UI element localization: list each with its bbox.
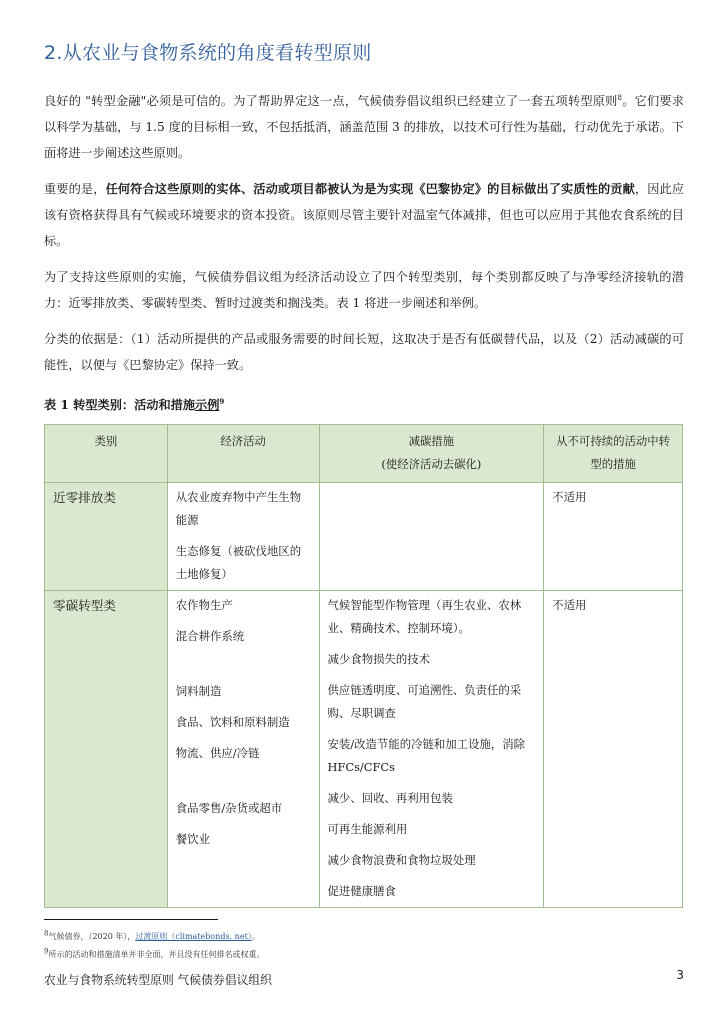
unsustainable-cell: 不适用 [544, 591, 683, 908]
activity-item: 农作物生产 [175, 598, 233, 612]
footnote-8-number: 8 [44, 929, 49, 938]
header-category: 类别 [45, 425, 168, 483]
activity-item: 餐饮业 [175, 832, 210, 846]
table-caption-examples: 示例 [195, 398, 220, 412]
header-measures-title: 减碳措施 [408, 434, 455, 448]
footnote-8-text: 气候债券，（2020 年）， [48, 932, 136, 941]
footnote-divider [44, 919, 218, 920]
footnote-9 [44, 949, 264, 960]
footnote-9-text: 所示的活动和措施清单并非全面，并且没有任何排名或权重。 [48, 950, 265, 959]
section-heading: 2.从农业与食物系统的角度看转型原则 [44, 42, 372, 64]
measure-item: 减少、回收、再利用包装 [327, 791, 453, 805]
activity-item: 物流、供应/冷链 [175, 746, 260, 760]
footnote-ref-9: 9 [219, 396, 225, 406]
measures-cell [319, 483, 544, 591]
measures-cell [319, 591, 544, 908]
category-cell: 零碳转型类 [45, 591, 168, 908]
header-unsustainable: 从不可持续的活动中转型的措施 [544, 425, 683, 483]
header-measures [319, 425, 544, 483]
measure-item: 供应链透明度、可追溯性、负责任的采购、尽职调查 [327, 683, 522, 720]
activities-cell [167, 591, 319, 908]
table-caption [44, 396, 224, 413]
footnote-9-number: 9 [44, 947, 49, 956]
paragraph-categories: 为了支持这些原则的实施，气候债券倡议组为经济活动设立了四个转型类别，每个类别都反映了与净零经济接轨的潜力：近零排放类、零碳转型类、暂时过渡类和搁浅类。表 1 将进一步阐述和举例。 [44, 270, 684, 310]
measure-item: 减少食物浪费和食物垃圾处理 [327, 853, 476, 867]
transition-category-table [44, 424, 683, 908]
paragraph-classification-basis: 分类的依据是：（1）活动所提供的产品或服务需要的时间长短，这取决于是否有低碳替代品，以及（2）活动减碳的可能性，以便与《巴黎协定》保持一致。 [44, 332, 684, 372]
table-caption-prefix: 表 1 转型类别：活动和措施 [44, 398, 196, 412]
p2-text-a: 重要的是， [44, 182, 106, 196]
footer-title: 农业与食物系统转型原则 气候债券倡议组织 [44, 973, 272, 987]
activity-item: 饲料制造 [175, 684, 222, 698]
footnote-8-end: 。 [251, 932, 260, 941]
p2-text-b: ，因此应该有资格获得具有气候或环境要求的资本投资。该原则尽管主要针对温室气体减排，但也可以应用于其他农食系统的目标。 [44, 182, 685, 248]
p2-bold-text: 任何符合这些原则的实体、活动或项目都被认为是为实现《巴黎协定》的目标做出了实质性的贡献 [105, 182, 635, 196]
activity-item: 混合耕作系统 [175, 629, 245, 643]
category-cell: 近零排放类 [45, 483, 168, 591]
footnote-8 [44, 931, 260, 942]
activity-item: 食品、饮料和原料制造 [175, 715, 290, 729]
table-row [45, 591, 683, 908]
measure-item: 安装/改造节能的冷链和加工设施，消除 HFCs/CFCs [327, 737, 526, 774]
table-row [45, 483, 683, 591]
p1-text-a: 良好的 "转型金融"必须是可信的。为了帮助界定这一点，气候债券倡议组织已经建立了一套五项转型原则 [44, 94, 618, 108]
p1-text-b: 。它们要求以科学为基础，与 1.5 度的目标相一致，不包括抵消，涵盖范围 3 的排放，以技术可行性为基础，行动优先于承诺。下面将进一步阐述这些原则。 [44, 94, 684, 160]
header-activity: 经济活动 [167, 425, 319, 483]
footnote-ref-8: 8 [617, 93, 623, 102]
activity-item: 食品零售/杂货或超市 [175, 801, 283, 815]
activity-item: 生态修复（被砍伐地区的土地修复） [175, 544, 302, 581]
measure-item: 可再生能源利用 [327, 822, 408, 836]
activity-item: 从农业废弃物中产生生物能源 [175, 490, 302, 527]
measure-item: 气候智能型作物管理（再生农业、农林业、精确技术、控制环境）。 [327, 598, 522, 635]
table-header-row [45, 425, 683, 483]
unsustainable-cell: 不适用 [544, 483, 683, 591]
measure-item: 减少食物损失的技术 [327, 652, 431, 666]
paragraph-importance [44, 176, 684, 254]
paragraph-principles [44, 88, 684, 166]
header-measures-subtitle: (使经济活动去碳化) [381, 457, 482, 471]
measure-item: 促进健康膳食 [327, 884, 396, 898]
footnote-8-link[interactable]: 过渡原则（climatebonds. net） [135, 932, 252, 941]
activities-cell [167, 483, 319, 591]
page-number: 3 [676, 968, 684, 982]
